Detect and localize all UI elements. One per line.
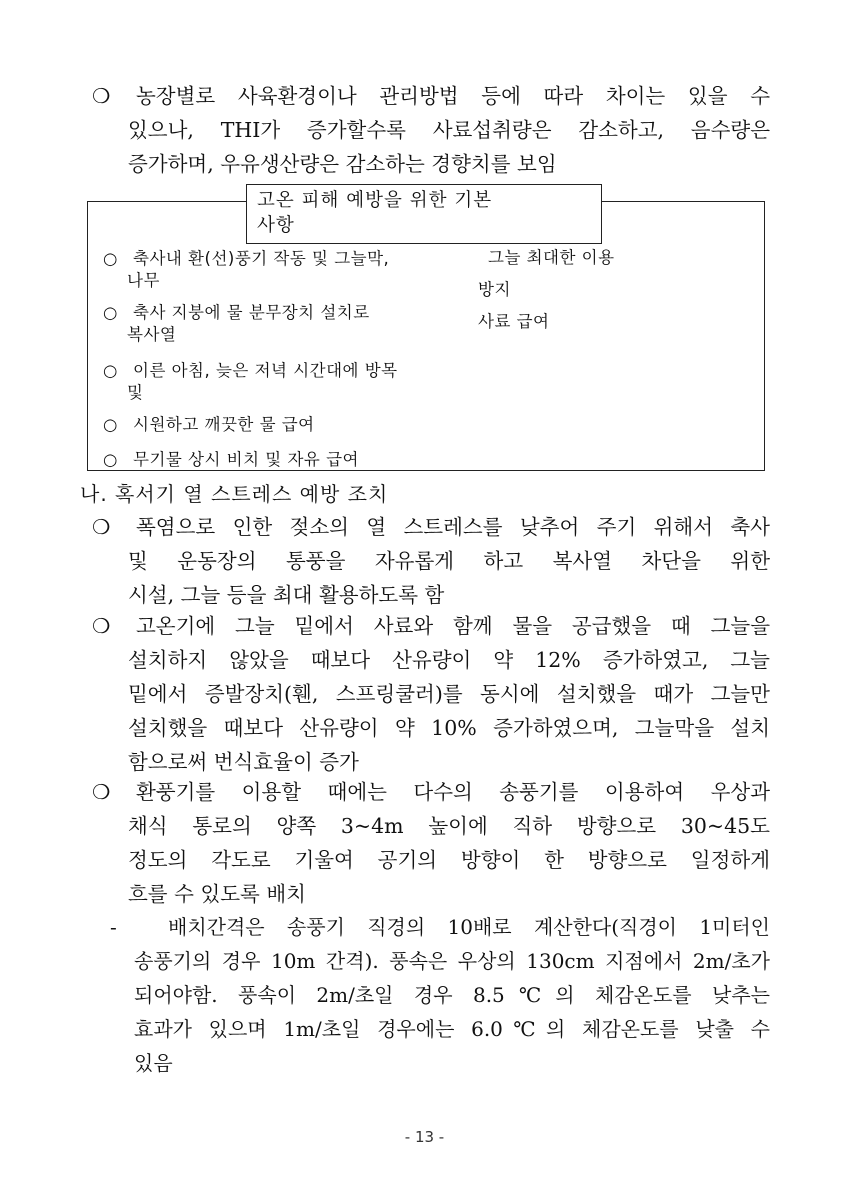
box-item-text: 이른 아침, 늦은 저녁 시간대에 방목 xyxy=(133,361,398,380)
box-item-text: 축사 지붕에 물 분무장치 설치로 xyxy=(133,303,370,322)
paragraph-line: 증가하며, 우유생산량은 감소하는 경향치를 보임 xyxy=(128,152,557,176)
box-item-text: 나무 xyxy=(127,271,160,290)
box-title xyxy=(246,184,602,244)
paragraph-line: 설치했을 때보다 산유량이 약 10% 증가하였으며, 그늘막을 설치 xyxy=(128,716,770,740)
paragraph-line: 송풍기의 경우 10m 간격). 풍속은 우상의 130cm 지점에서 2m/초가 xyxy=(134,949,770,973)
bullet-circle-icon: ○ xyxy=(103,450,118,469)
page-number: - 13 - xyxy=(404,1128,445,1146)
paragraph-line: 밑에서 증발장치(휀, 스프링쿨러)를 동시에 설치했을 때가 그늘만 xyxy=(128,682,770,706)
box-title-line: 사항 xyxy=(257,215,295,236)
box-right-text: 그늘 최대한 이용 xyxy=(488,248,615,267)
box-item xyxy=(103,360,473,404)
paragraph-line: 시설, 그늘 등을 최대 활용하도록 함 xyxy=(128,583,445,607)
paragraph-line: 농장별로 사육환경이나 관리방법 등에 따라 차이는 있을 수 xyxy=(136,84,770,108)
bullet-paragraph xyxy=(92,510,770,612)
paragraph-line: 설치하지 않았을 때보다 산유량이 약 12% 증가하였고, 그늘 xyxy=(128,648,770,672)
bullet-circle-icon: ❍ xyxy=(92,780,111,804)
bullet-circle-icon: ❍ xyxy=(92,614,111,638)
bullet-circle-icon: ❍ xyxy=(92,84,111,108)
dash-bullet-icon: - xyxy=(110,915,117,939)
box-right-text: 방지 xyxy=(478,280,511,299)
paragraph-line: 있으나, THI가 증가할수록 사료섭취량은 감소하고, 음수량은 xyxy=(128,118,770,142)
box-item-text: 무기물 상시 비치 및 자유 급여 xyxy=(133,450,359,469)
paragraph-line: 채식 통로의 양쪽 3~4m 높이에 직하 방향으로 30~45도 xyxy=(128,814,770,838)
section-heading: 나. 혹서기 열 스트레스 예방 조치 xyxy=(80,482,389,506)
bullet-circle-icon: ○ xyxy=(103,415,118,434)
bullet-paragraph xyxy=(92,609,770,779)
bullet-circle-icon: ○ xyxy=(103,361,118,380)
bullet-circle-icon: ○ xyxy=(103,249,118,268)
box-item-text: 축사내 환(선)풍기 작동 및 그늘막, xyxy=(133,249,390,268)
paragraph-line: 고온기에 그늘 밑에서 사료와 함께 물을 공급했을 때 그늘을 xyxy=(136,614,770,638)
paragraph-line: 함으로써 번식효율이 증가 xyxy=(128,750,359,774)
box-item xyxy=(103,414,473,436)
dash-paragraph xyxy=(110,910,770,1080)
box-item-text: 및 xyxy=(127,383,144,402)
box-title-line: 고온 피해 예방을 위한 기본 xyxy=(257,190,493,211)
paragraph-line: 폭염으로 인한 젖소의 열 스트레스를 낮추어 주기 위해서 축사 xyxy=(136,515,770,539)
paragraph-line: 효과가 있으며 1m/초일 경우에는 6.0℃의 체감온도를 낮출 수 xyxy=(134,1017,770,1041)
paragraph-line: 흐를 수 있도록 배치 xyxy=(128,882,306,906)
box-item xyxy=(103,449,473,471)
bullet-circle-icon: ❍ xyxy=(92,515,111,539)
paragraph-line: 환풍기를 이용할 때에는 다수의 송풍기를 이용하여 우상과 xyxy=(136,780,770,804)
box-right-text: 사료 급여 xyxy=(478,312,550,331)
box-item-text: 시원하고 깨끗한 물 급여 xyxy=(133,415,315,434)
paragraph-line: 되어야함. 풍속이 2m/초일 경우 8.5℃의 체감온도를 낮추는 xyxy=(134,983,770,1007)
paragraph-line: 배치간격은 송풍기 직경의 10배로 계산한다(직경이 1미터인 xyxy=(168,915,770,939)
box-item xyxy=(103,248,473,292)
intro-paragraph xyxy=(92,79,770,181)
bullet-circle-icon: ○ xyxy=(103,303,118,322)
paragraph-line: 및 운동장의 통풍을 자유롭게 하고 복사열 차단을 위한 xyxy=(128,549,770,573)
paragraph-line: 정도의 각도로 기울여 공기의 방향이 한 방향으로 일정하게 xyxy=(128,848,770,872)
box-item xyxy=(103,302,473,346)
bullet-paragraph xyxy=(92,775,770,911)
box-item-text: 복사열 xyxy=(127,325,177,344)
paragraph-line: 있음 xyxy=(134,1051,173,1075)
